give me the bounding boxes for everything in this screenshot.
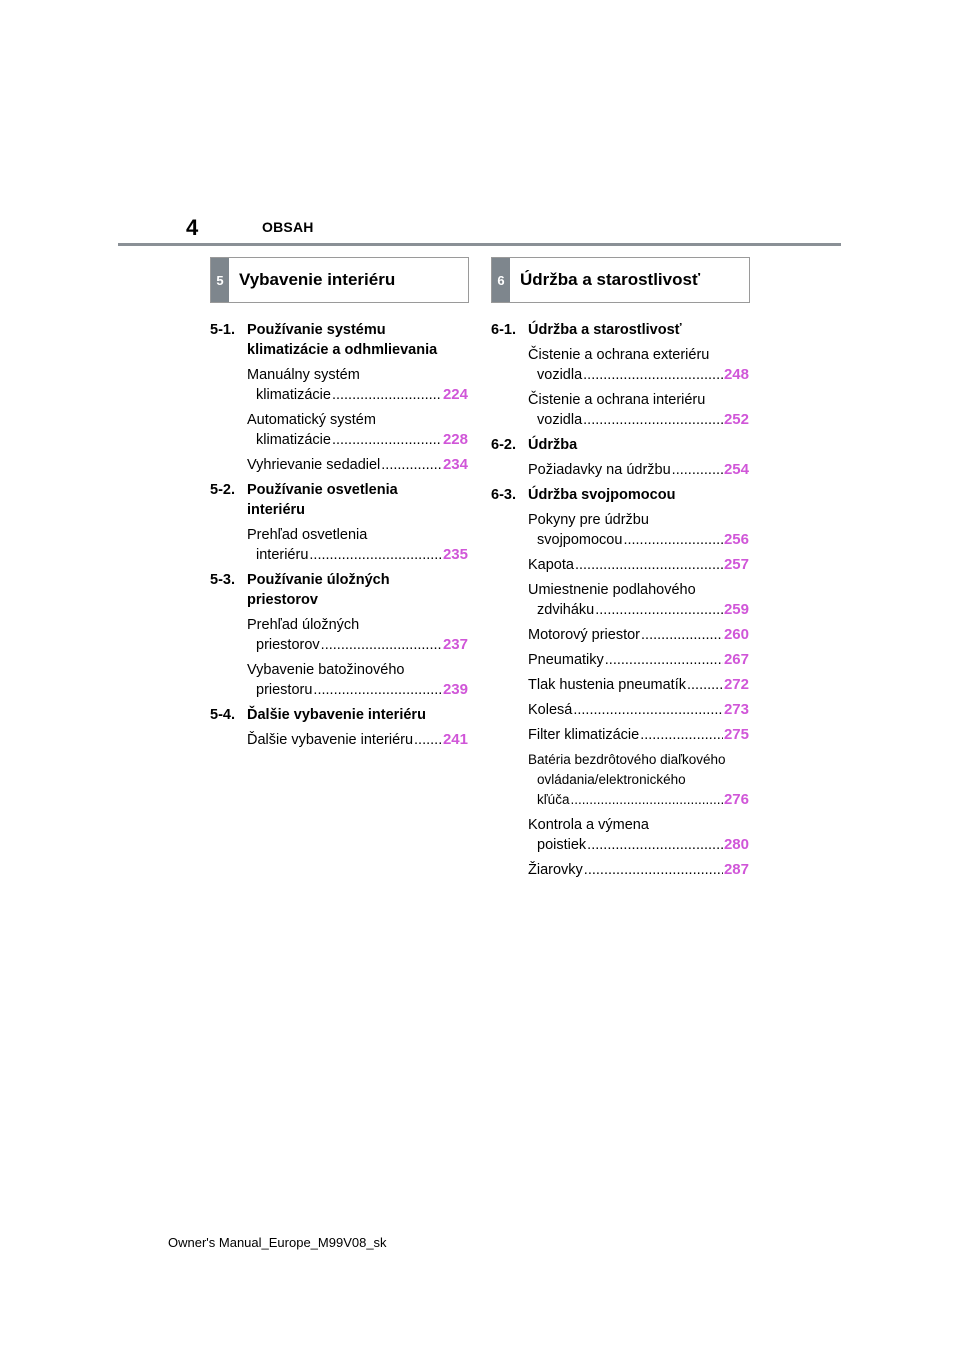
toc-entry-line — [247, 635, 468, 655]
toc-entry-text: Pneumatiky — [528, 652, 604, 668]
toc-entry-line — [247, 615, 468, 635]
toc-entry-text: Motorový priestor — [528, 627, 641, 643]
page-link[interactable]: 248 — [723, 366, 749, 383]
toc-entry-text: Prehľad úložných — [247, 617, 360, 633]
dot-leader — [605, 650, 723, 670]
chapter-heading — [210, 320, 468, 360]
toc-entry-text: Prehľad osvetlenia — [247, 527, 368, 543]
toc-entry-text: Čistenie a ochrana exteriéru — [528, 347, 710, 363]
page-link[interactable]: 228 — [442, 431, 468, 448]
toc-entry-text: svojpomocou — [537, 532, 623, 548]
dot-leader — [587, 835, 723, 855]
chapter-heading — [491, 320, 749, 340]
toc-entry[interactable] — [528, 815, 749, 855]
toc-entry-text: Tlak hustenia pneumatík — [528, 677, 686, 693]
chapter-title-line: priestorov — [247, 592, 318, 608]
toc-entry[interactable] — [247, 410, 468, 450]
page-link[interactable]: 239 — [442, 681, 468, 698]
page-link[interactable]: 234 — [442, 456, 468, 473]
section-5-tab: 5 — [211, 258, 229, 302]
page-link[interactable]: 272 — [723, 676, 749, 693]
dot-leader — [573, 700, 723, 720]
toc-entry-line — [247, 545, 468, 565]
dot-leader — [575, 555, 723, 575]
toc-entry-text: poistiek — [537, 837, 587, 853]
page-link[interactable]: 224 — [442, 386, 468, 403]
toc-entry[interactable] — [247, 660, 468, 700]
toc-entry-text: Žiarovky — [528, 862, 583, 878]
section-5-header — [210, 257, 469, 303]
toc-entry-line — [528, 600, 749, 620]
toc-entry[interactable] — [528, 460, 749, 480]
toc-entry-line — [528, 860, 749, 880]
page-link[interactable]: 254 — [723, 461, 749, 478]
toc-entry-text: interiéru — [256, 547, 309, 563]
section-6-tab: 6 — [492, 258, 510, 302]
toc-entry-text: zdviháku — [537, 602, 595, 618]
toc-entry-text: vozidla — [537, 412, 583, 428]
chapter-heading — [491, 485, 749, 505]
dot-leader — [640, 725, 723, 745]
page-link[interactable]: 267 — [723, 651, 749, 668]
dot-leader — [309, 545, 442, 565]
chapter-title-line: Údržba — [528, 437, 578, 453]
dot-leader — [687, 675, 723, 695]
chapter-title-line: interiéru — [247, 502, 306, 518]
toc-entry-line — [528, 725, 749, 745]
chapter-number: 6-2. — [491, 437, 516, 453]
toc-entry[interactable] — [528, 625, 749, 645]
section-6-header — [491, 257, 750, 303]
toc-entry-text: klimatizácie — [256, 432, 331, 448]
toc-entry-text: Požiadavky na údržbu — [528, 462, 671, 478]
toc-entry-text: Umiestnenie podlahového — [528, 582, 696, 598]
chapter-heading — [210, 570, 468, 610]
toc-entry-text: Kolesá — [528, 702, 573, 718]
toc-entry-text: Kontrola a výmena — [528, 817, 649, 833]
toc-entry-line — [528, 510, 749, 530]
chapter-title-line: Údržba svojpomocou — [528, 487, 676, 503]
chapter-title-line: Používanie osvetlenia — [247, 482, 398, 498]
toc-entry[interactable] — [247, 455, 468, 475]
toc-entry[interactable] — [528, 725, 749, 745]
toc-entry-text: Pokyny pre údržbu — [528, 512, 649, 528]
page-link[interactable]: 237 — [442, 636, 468, 653]
toc-entry[interactable] — [528, 510, 749, 550]
toc-entry-line — [247, 680, 468, 700]
toc-entry-line — [528, 410, 749, 430]
page-link[interactable]: 241 — [442, 731, 468, 748]
toc-entry-text: Manuálny systém — [247, 367, 360, 383]
toc-entry-text: priestoru — [256, 682, 313, 698]
chapter-number: 5-2. — [210, 482, 235, 498]
dot-leader — [583, 410, 723, 430]
page-link[interactable]: 280 — [723, 836, 749, 853]
toc-entry-line — [528, 625, 749, 645]
page-link[interactable]: 260 — [723, 626, 749, 643]
dot-leader — [332, 430, 442, 450]
page-link[interactable]: 235 — [442, 546, 468, 563]
section-5-title: Vybavenie interiéru — [239, 270, 396, 289]
dot-leader — [381, 455, 442, 475]
toc-entry-text: Kapota — [528, 557, 574, 573]
toc-entry[interactable] — [528, 390, 749, 430]
dot-leader — [570, 790, 723, 810]
toc-entry-line — [528, 345, 749, 365]
page-link[interactable]: 275 — [723, 726, 749, 743]
toc-entry-line — [528, 460, 749, 480]
toc-entry-text: ovládania/elektronického — [537, 772, 686, 787]
header-divider — [118, 243, 841, 246]
dot-leader — [623, 530, 723, 550]
chapter-heading — [210, 480, 468, 520]
toc-entry-line — [528, 750, 749, 770]
dot-leader — [332, 385, 442, 405]
toc-entry-line — [247, 430, 468, 450]
toc-entry-line — [528, 580, 749, 600]
chapter-number: 5-1. — [210, 322, 235, 338]
toc-entry[interactable] — [528, 860, 749, 880]
toc-entry-text: Automatický systém — [247, 412, 376, 428]
toc-column-section-5 — [210, 319, 468, 750]
toc-entry[interactable] — [247, 525, 468, 565]
toc-entry[interactable] — [528, 345, 749, 385]
toc-entry[interactable] — [528, 555, 749, 575]
toc-entry-line — [247, 660, 468, 680]
page-link[interactable]: 252 — [723, 411, 749, 428]
toc-entry-line — [528, 790, 749, 810]
toc-entry-line — [247, 410, 468, 430]
chapter-title-line: Používanie úložných — [247, 572, 390, 588]
toc-entry-line — [247, 730, 468, 750]
toc-entry-text: kľúča — [537, 792, 570, 807]
section-6-title: Údržba a starostlivosť — [520, 270, 701, 289]
dot-leader — [672, 460, 723, 480]
chapter-title-line: klimatizácie a odhmlievania — [247, 342, 438, 358]
page-link[interactable]: 276 — [723, 791, 749, 808]
toc-entry[interactable] — [528, 650, 749, 670]
page-link[interactable]: 259 — [723, 601, 749, 618]
dot-leader — [584, 860, 723, 880]
dot-leader — [414, 730, 442, 750]
page-link[interactable]: 273 — [723, 701, 749, 718]
chapter-heading — [491, 435, 749, 455]
chapter-title-line: Používanie systému — [247, 322, 386, 338]
page-link[interactable]: 257 — [723, 556, 749, 573]
toc-entry-text: Vybavenie batožinového — [247, 662, 405, 678]
toc-entry-text: vozidla — [537, 367, 583, 383]
chapter-number: 6-1. — [491, 322, 516, 338]
toc-entry-line — [528, 650, 749, 670]
toc-entry-line — [528, 530, 749, 550]
dot-leader — [321, 635, 442, 655]
dot-leader — [641, 625, 723, 645]
chapter-number: 5-4. — [210, 707, 235, 723]
chapter-heading — [210, 705, 468, 725]
toc-entry-line — [528, 365, 749, 385]
toc-entry-text: klimatizácie — [256, 387, 331, 403]
header-title: OBSAH — [262, 219, 314, 235]
page-number: 4 — [186, 215, 199, 240]
toc-entry[interactable] — [247, 730, 468, 750]
footer-text: Owner's Manual_Europe_M99V08_sk — [168, 1235, 387, 1250]
toc-entry-line — [528, 555, 749, 575]
toc-entry-text: Čistenie a ochrana interiéru — [528, 392, 706, 408]
toc-entry-line — [528, 835, 749, 855]
toc-entry-text: Filter klimatizácie — [528, 727, 640, 743]
chapter-number: 5-3. — [210, 572, 235, 588]
toc-entry-text: priestorov — [256, 637, 320, 653]
page-link[interactable]: 287 — [723, 861, 749, 878]
dot-leader — [313, 680, 442, 700]
toc-entry-text: Vyhrievanie sedadiel — [247, 457, 381, 473]
toc-entry-text: Batéria bezdrôtového diaľkového — [528, 752, 726, 767]
toc-entry[interactable] — [247, 365, 468, 405]
toc-entry[interactable] — [528, 580, 749, 620]
toc-entry-line — [247, 455, 468, 475]
toc-entry-line — [247, 525, 468, 545]
toc-entry-text: Ďalšie vybavenie interiéru — [247, 732, 414, 748]
dot-leader — [595, 600, 723, 620]
toc-entry-line — [247, 385, 468, 405]
toc-entry-line — [528, 675, 749, 695]
page-link[interactable]: 256 — [723, 531, 749, 548]
chapter-title-line: Údržba a starostlivosť — [528, 322, 682, 338]
toc-entry[interactable] — [528, 750, 749, 810]
toc-entry[interactable] — [528, 700, 749, 720]
chapter-title-line: Ďalšie vybavenie interiéru — [247, 707, 426, 723]
toc-entry[interactable] — [528, 675, 749, 695]
toc-column-section-6 — [491, 319, 749, 880]
toc-entry-line — [528, 390, 749, 410]
chapter-number: 6-3. — [491, 487, 516, 503]
dot-leader — [583, 365, 723, 385]
toc-entry-line — [528, 770, 749, 790]
toc-entry-line — [528, 815, 749, 835]
toc-entry-line — [247, 365, 468, 385]
toc-entry-line — [528, 700, 749, 720]
toc-entry[interactable] — [247, 615, 468, 655]
